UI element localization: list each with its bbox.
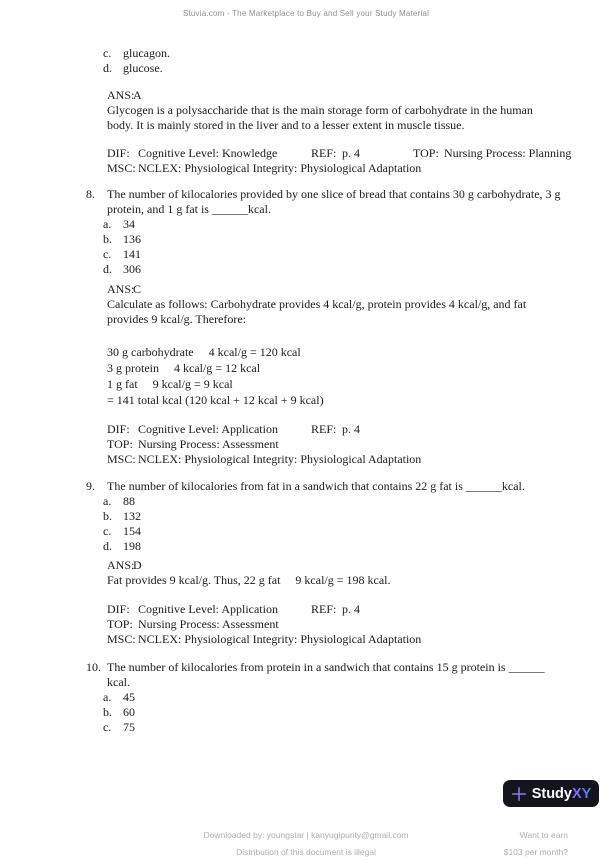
meta-value: Nursing Process: Assessment (138, 437, 279, 451)
answer-line (107, 558, 612, 573)
option-text: 60 (123, 705, 135, 719)
answer-value: D (133, 558, 142, 572)
meta-key: REF: (311, 422, 337, 436)
meta-row (107, 161, 612, 176)
meta-value: Nursing Process: Assessment (138, 617, 279, 631)
question-number: 10. (86, 660, 101, 674)
meta-value: Cognitive Level: Application (138, 602, 278, 616)
option-text: 132 (123, 509, 141, 523)
question-number: 8. (86, 187, 95, 201)
option-row (103, 217, 612, 232)
option-letter: c. (103, 720, 112, 734)
option-row (103, 247, 612, 262)
meta-key: MSC: (107, 632, 136, 646)
calculation-line: 3 g protein 4 kcal/g = 12 kcal (107, 361, 261, 375)
meta-key: TOP: (107, 617, 133, 631)
option-row (103, 494, 612, 509)
meta-value: Cognitive Level: Knowledge (138, 146, 278, 160)
question9-answer-block (107, 558, 612, 588)
meta-key: DIF: (107, 146, 130, 160)
meta-key: TOP: (107, 437, 133, 451)
page-header-watermark: Stuvia.com - The Marketplace to Buy and Sell your Study Material (182, 9, 430, 18)
calculation-line: 30 g carbohydrate 4 kcal/g = 120 kcal (107, 345, 301, 359)
question-number: 9. (86, 479, 95, 493)
option-text: 136 (123, 232, 141, 246)
option-letter: b. (103, 509, 112, 523)
meta-row (107, 632, 612, 647)
question-text-line: kcal. (107, 675, 130, 689)
meta-row (107, 422, 612, 437)
meta-row (107, 452, 612, 467)
question-8 (86, 187, 612, 217)
document-content (0, 46, 612, 735)
question-text-line: The number of kilocalories from fat in a sandwich that contains 22 g fat is ______kcal. (107, 479, 525, 493)
footer-want-to-earn: Want to earn (519, 830, 568, 840)
answer-value: C (133, 282, 142, 296)
question8-calculation (107, 344, 612, 408)
option-row (103, 61, 612, 76)
question8-answer-block (107, 282, 612, 327)
option-letter: b. (103, 705, 112, 719)
option-text: 141 (123, 247, 141, 261)
meta-value: NCLEX: Physiological Integrity: Physiological Adaptation (138, 452, 422, 466)
option-letter: a. (103, 217, 112, 231)
answer-line (107, 88, 612, 103)
meta-value: Nursing Process: Planning (444, 146, 572, 160)
explanation-line: body. It is mainly stored in the liver and to a lesser extent in muscle tissue. (107, 118, 465, 132)
meta-row (107, 146, 612, 161)
explanation-line: Calculate as follows: Carbohydrate provides 4 kcal/g, protein provides 4 kcal/g, and fat (107, 297, 527, 311)
meta-value: Cognitive Level: Application (138, 422, 278, 436)
question10-options (103, 690, 612, 735)
option-text: 198 (123, 539, 141, 553)
option-text: glucose. (123, 61, 163, 75)
brand-study-text: StudyXY (531, 785, 592, 802)
explanation-line: Fat provides 9 kcal/g. Thus, 22 g fat 9 kcal/g = 198 kcal. (107, 573, 391, 587)
option-text: 306 (123, 262, 141, 276)
meta-key: DIF: (107, 602, 130, 616)
studyxy-logo-badge (503, 780, 599, 807)
answer-value: A (133, 88, 142, 102)
meta-value: NCLEX: Physiological Integrity: Physiological Adaptation (138, 161, 422, 175)
plus-icon (511, 786, 527, 802)
answer-label: ANS: (107, 282, 135, 296)
option-row (103, 524, 612, 539)
meta-key: MSC: (107, 452, 136, 466)
option-text: 88 (123, 494, 135, 508)
question-text-line: The number of kilocalories from protein in a sandwich that contains 15 g protein is ______ (107, 660, 545, 674)
answer-label: ANS: (107, 558, 135, 572)
question8-options (103, 217, 612, 277)
question-text (107, 187, 561, 217)
question-text (107, 479, 525, 494)
meta-key: TOP: (413, 146, 439, 160)
calculation-line: 1 g fat 9 kcal/g = 9 kcal (107, 377, 233, 391)
question7-answer-block (107, 88, 612, 133)
question9-options (103, 494, 612, 554)
option-text: 154 (123, 524, 141, 538)
meta-key: REF: (311, 146, 337, 160)
meta-row (107, 617, 612, 632)
option-letter: d. (103, 539, 112, 553)
question7-meta (107, 146, 612, 176)
explanation-line: Glycogen is a polysaccharide that is the main storage form of carbohydrate in the human (107, 103, 533, 117)
option-text: glucagon. (123, 46, 170, 60)
meta-row (107, 437, 612, 452)
option-letter: d. (103, 262, 112, 276)
question8-meta (107, 422, 612, 467)
option-letter: a. (103, 690, 112, 704)
question7-options (103, 46, 612, 76)
answer-line (107, 282, 612, 297)
option-letter: c. (103, 46, 112, 60)
meta-key: DIF: (107, 422, 130, 436)
calculation-line: = 141 total kcal (120 kcal + 12 kcal + 9 kcal) (107, 393, 324, 407)
meta-value: p. 4 (342, 602, 360, 616)
option-letter: c. (103, 247, 112, 261)
meta-key: REF: (311, 602, 337, 616)
question9-meta (107, 602, 612, 647)
question-text-line: The number of kilocalories provided by one slice of bread that contains 30 g carbohydrate, 3 g (107, 187, 561, 201)
question-text-line: protein, and 1 g fat is ______kcal. (107, 202, 271, 216)
explanation-line: provides 9 kcal/g. Therefore: (107, 312, 247, 326)
meta-value: NCLEX: Physiological Integrity: Physiological Adaptation (138, 632, 422, 646)
option-text: 45 (123, 690, 135, 704)
question-10 (86, 660, 612, 690)
option-row (103, 690, 612, 705)
option-row (103, 539, 612, 554)
meta-key: MSC: (107, 161, 136, 175)
option-row (103, 46, 612, 61)
option-letter: d. (103, 61, 112, 75)
option-row (103, 720, 612, 735)
option-text: 34 (123, 217, 135, 231)
option-row (103, 262, 612, 277)
option-row (103, 509, 612, 524)
footer-distribution-notice: Distribution of this document is illegal (236, 847, 376, 857)
option-letter: c. (103, 524, 112, 538)
meta-value: p. 4 (342, 146, 360, 160)
option-letter: a. (103, 494, 112, 508)
footer-earn-amount: $103 per month? (503, 847, 568, 857)
option-row (103, 705, 612, 720)
option-text: 75 (123, 720, 135, 734)
footer-downloaded-by: Downloaded by: youngstar | kanyugipurity@gmail.com (203, 830, 409, 840)
option-letter: b. (103, 232, 112, 246)
question-text (107, 660, 545, 690)
answer-label: ANS: (107, 88, 135, 102)
meta-value: p. 4 (342, 422, 360, 436)
question-9 (86, 479, 612, 494)
meta-row (107, 602, 612, 617)
option-row (103, 232, 612, 247)
